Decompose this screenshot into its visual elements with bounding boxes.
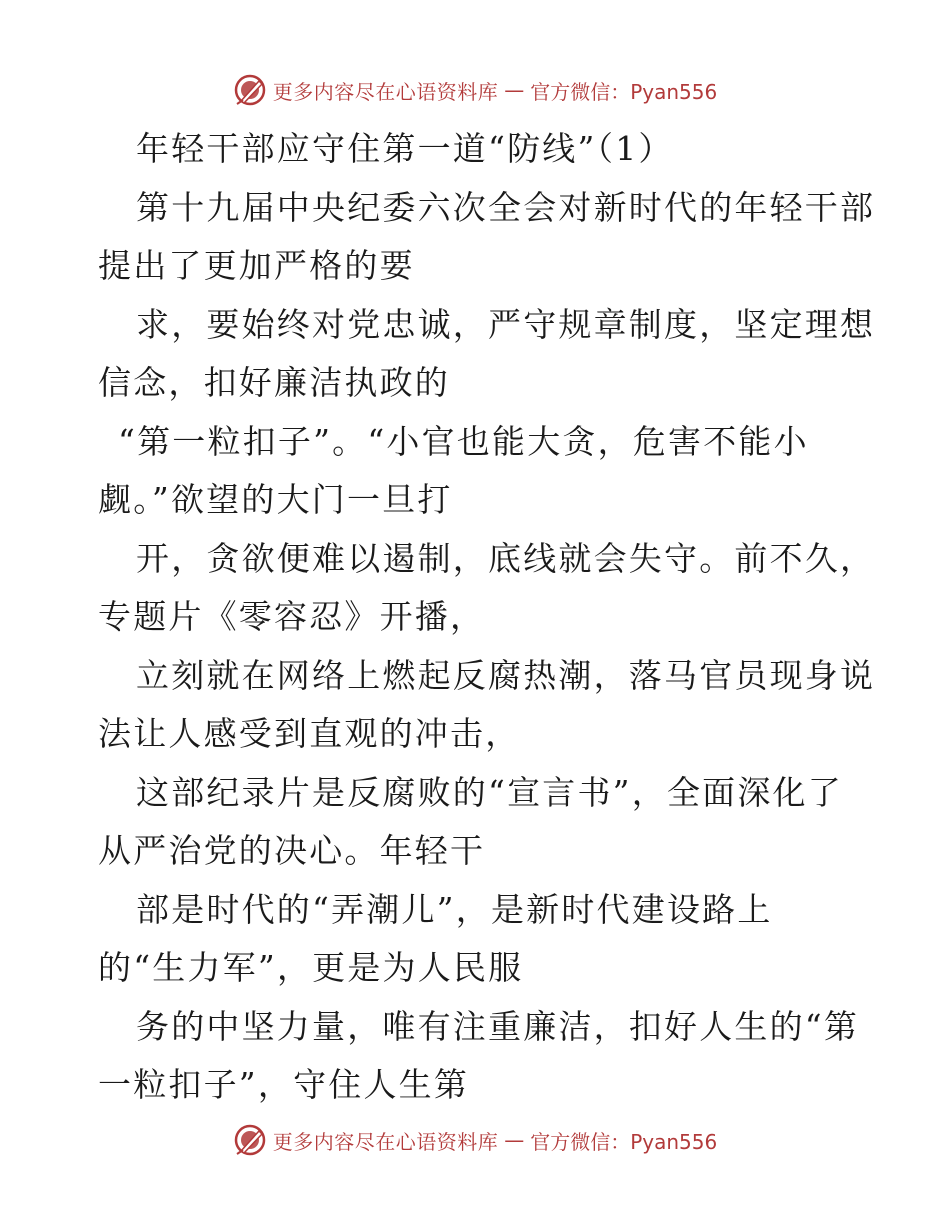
watermark-separator: —: [504, 1128, 525, 1152]
watermark-text: 更多内容尽在心语资料库: [272, 79, 499, 104]
paragraph-line: 提出了更加严格的要: [98, 246, 415, 285]
paragraph-line: 务的中坚力量，唯有注重廉洁，扣好人生的“第: [136, 1006, 860, 1046]
quill-logo-icon: [233, 1123, 267, 1157]
paragraph-line: 开，贪欲便难以遏制，底线就会失守。前不久，: [136, 538, 876, 578]
paragraph-line: 觑。”欲望的大门一旦打: [98, 480, 453, 519]
paragraph-line: 的“生力军”，更是为人民服: [98, 948, 524, 987]
paragraph-line: 求，要始终对党忠诚，严守规章制度，坚定理想: [136, 304, 876, 344]
header-watermark: [0, 70, 950, 110]
paragraph-line: 法让人感受到直观的冲击，: [98, 714, 521, 753]
footer-watermark: [0, 1120, 950, 1160]
document-title: 年轻干部应守住第一道“防线”（1）: [136, 129, 674, 168]
paragraph-line: 信念，扣好廉洁执政的: [98, 363, 450, 402]
watermark-wechat: 官方微信：Pyan556: [530, 79, 718, 104]
paragraph-line: 专题片《零容忍》开播，: [98, 597, 486, 636]
paragraph-line: “第一粒扣子”。“小官也能大贪，危害不能小: [118, 421, 809, 461]
watermark-separator: —: [504, 78, 525, 102]
watermark-wechat: 官方微信：Pyan556: [530, 1129, 718, 1154]
paragraph-line: 第十九届中央纪委六次全会对新时代的年轻干部: [136, 187, 876, 227]
paragraph-line: 部是时代的“弄潮儿”，是新时代建设路上: [136, 889, 773, 929]
paragraph-line: 这部纪录片是反腐败的“宣言书”，全面深化了: [136, 772, 843, 812]
document-body: [98, 120, 876, 1115]
paragraph-line: 从严治党的决心。年轻干: [98, 831, 486, 870]
paragraph-line: 立刻就在网络上燃起反腐热潮，落马官员现身说: [136, 655, 876, 695]
watermark-text: 更多内容尽在心语资料库: [272, 1129, 499, 1154]
paragraph-line: 一粒扣子”，守住人生第: [98, 1065, 470, 1104]
quill-logo-icon: [233, 73, 267, 107]
